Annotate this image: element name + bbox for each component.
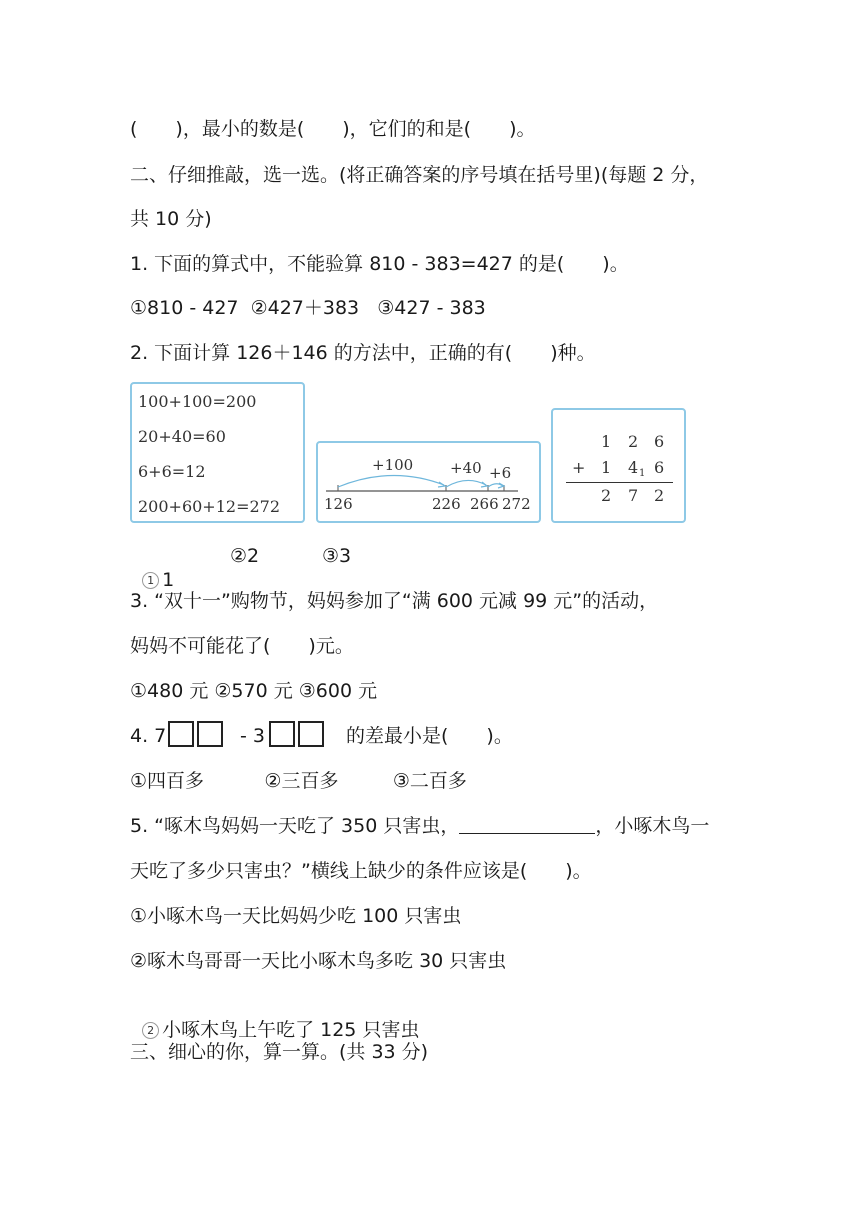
answer-blank bbox=[459, 815, 595, 834]
text-line: ( )，最小的数是( )，它们的和是( )。 bbox=[130, 118, 536, 140]
digit: 6 bbox=[654, 432, 665, 451]
digit-box bbox=[197, 721, 223, 747]
tick-label: 126 bbox=[324, 495, 353, 513]
digit: 1 bbox=[601, 432, 612, 451]
question-4-minus: - 3 bbox=[240, 725, 265, 747]
digit: 2 bbox=[601, 486, 612, 505]
question-5-option: 2 小啄木鸟上午吃了 125 只害虫 bbox=[130, 994, 419, 1042]
digit: 2 bbox=[628, 432, 639, 451]
jump-label: +100 bbox=[372, 456, 414, 474]
digit-box bbox=[269, 721, 295, 747]
text-line: 天吃了多少只害虫？”横线上缺少的条件应该是( )。 bbox=[130, 860, 592, 882]
digit: 1 bbox=[601, 458, 612, 477]
digit-box bbox=[168, 721, 194, 747]
plus-sign: + bbox=[572, 458, 586, 477]
panel-line: 100+100=200 bbox=[138, 392, 257, 411]
question-4-options: ①四百多 ②三百多 ③二百多 bbox=[130, 770, 467, 792]
question-4-suffix: 的差最小是( )。 bbox=[346, 725, 513, 747]
digit: 2 bbox=[654, 486, 665, 505]
digit: 6 bbox=[654, 458, 665, 477]
question-3: 3. “双十一”购物节，妈妈参加了“满 600 元减 99 元”的活动， bbox=[130, 590, 659, 612]
method-panel-2 bbox=[316, 441, 541, 523]
question-5: 5. “啄木鸟妈妈一天吃了 350 只害虫， ，小啄木鸟一 bbox=[130, 815, 710, 837]
digit: 4 bbox=[628, 458, 639, 477]
method-panel-3 bbox=[551, 408, 686, 523]
question-2-option: ③3 bbox=[322, 545, 352, 567]
question-2-option: ②2 bbox=[230, 545, 260, 567]
digit-box bbox=[298, 721, 324, 747]
question-1-options: ①810 - 427 ②427＋383 ③427 - 383 bbox=[130, 297, 486, 319]
question-1: 1. 下面的算式中，不能验算 810 - 383=427 的是( )。 bbox=[130, 253, 629, 275]
section-heading: 二、仔细推敲，选一选。(将正确答案的序号填在括号里)(每题 2 分， bbox=[130, 164, 709, 186]
question-4-prefix: 4. 7 bbox=[130, 725, 167, 747]
panel-line: 20+40=60 bbox=[138, 427, 226, 446]
panel-line: 200+60+12=272 bbox=[138, 497, 281, 516]
question-3-options: ①480 元 ②570 元 ③600 元 bbox=[130, 680, 378, 702]
question-2-options: 1 1 bbox=[130, 544, 174, 592]
method-panel-1 bbox=[130, 382, 305, 523]
sum-line bbox=[566, 482, 673, 483]
option-number-circle: 1 bbox=[142, 572, 159, 589]
question-2: 2. 下面计算 126＋146 的方法中，正确的有( )种。 bbox=[130, 342, 596, 364]
digit: 7 bbox=[628, 486, 639, 505]
text-line: 妈妈不可能花了( )元。 bbox=[130, 635, 354, 657]
question-5-option: ①小啄木鸟一天比妈妈少吃 100 只害虫 bbox=[130, 905, 462, 927]
carry-digit: 1 bbox=[639, 468, 646, 479]
option-number-circle: 2 bbox=[142, 1022, 159, 1039]
question-5-option: ②啄木鸟哥哥一天比小啄木鸟多吃 30 只害虫 bbox=[130, 950, 507, 972]
tick-label: 272 bbox=[502, 495, 531, 513]
jump-label: +40 bbox=[450, 459, 482, 477]
section-heading: 三、细心的你，算一算。(共 33 分) bbox=[130, 1041, 429, 1063]
panel-line: 6+6=12 bbox=[138, 462, 206, 481]
text-line: 共 10 分) bbox=[130, 208, 212, 230]
jump-label: +6 bbox=[489, 464, 512, 482]
tick-label: 266 bbox=[470, 495, 499, 513]
tick-label: 226 bbox=[432, 495, 461, 513]
